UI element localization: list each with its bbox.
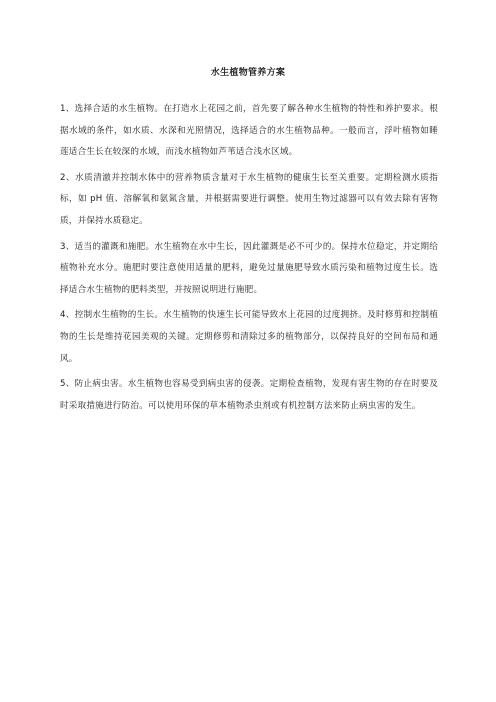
document-title: 水生植物管养方案 [210, 68, 286, 78]
document-body [60, 99, 438, 421]
paragraph-1: 1、选择合适的水生植物。在打造水上花园之前，首先要了解各种水生植物的特性和养护要求。根据水域的条件，如水质、水深和光照情况，选择适合的水生植物品种。一般而言，浮叶植物如睡莲适合生长在较深的水域，而浅水植物如芦苇适合浅水区域。 [60, 104, 438, 158]
paragraph-5: 5、防止病虫害。水生植物也容易受到病虫害的侵袭。定期检查植物，发现有害生物的存在时要及时采取措施进行防治。可以使用环保的草本植物杀虫剂或有机控制方法来防止病虫害的发生。 [60, 379, 438, 411]
paragraph-2: 2、水质清澈并控制水体中的营养物质含量对于水生植物的健康生长至关重要。定期检测水质指标，如 pH 值、溶解氧和氨氮含量，并根据需要进行调整。使用生物过滤器可以有效去除有害物质，并保持水质稳定。 [60, 172, 438, 226]
paragraph-3: 3、适当的灌溉和施肥。水生植物在水中生长，因此灌溉是必不可少的。保持水位稳定，并定期给植物补充水分。施肥时要注意使用适量的肥料，避免过量施肥导致水质污染和植物过度生长。选择适合水生植物的肥料类型，并按照说明进行施肥。 [60, 241, 438, 295]
paragraph-4: 4、控制水生植物的生长。水生植物的快速生长可能导致水上花园的过度拥挤。及时修剪和控制植物的生长是维持花园美观的关键。定期修剪和清除过多的植物部分，以保持良好的空间布局和通风。 [60, 310, 438, 364]
